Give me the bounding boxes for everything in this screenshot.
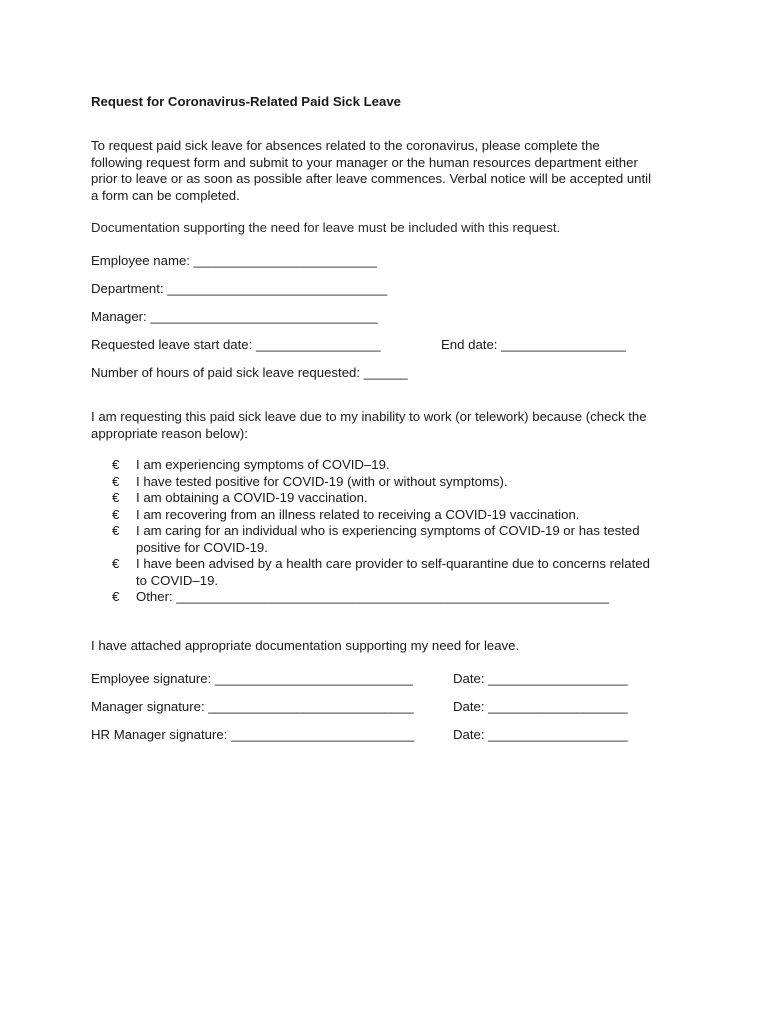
manager-signature-date: Date: ___________________ (453, 699, 628, 714)
intro-line: following request form and submit to your manager or the human resources department either (91, 154, 638, 170)
employee-name-field: Employee name: _________________________ (91, 253, 377, 268)
department-field: Department: ______________________________ (91, 281, 388, 296)
reason-text: I am obtaining a COVID-19 vaccination. (136, 490, 368, 505)
reason-text: to COVID–19. (136, 572, 219, 588)
reason-intro-paragraph (91, 409, 691, 442)
hr-manager-signature-date: Date: ___________________ (453, 727, 628, 742)
checkbox-bullet[interactable]: € (112, 473, 120, 489)
checkbox-bullet[interactable]: € (112, 506, 120, 522)
intro-paragraph (91, 138, 691, 204)
reason-text-other: Other: ___________________________________________________________ (136, 589, 610, 604)
reason-intro-line: appropriate reason below): (91, 425, 248, 441)
reason-item[interactable] (112, 507, 692, 524)
intro-line: To request paid sick leave for absences related to the coronavirus, please complete the (91, 138, 600, 153)
reason-item[interactable] (112, 474, 692, 491)
reason-item[interactable] (112, 589, 692, 606)
manager-signature-field: Manager signature: ____________________________ (91, 699, 414, 714)
reason-item[interactable] (112, 556, 692, 589)
checkbox-bullet[interactable]: € (112, 589, 120, 604)
intro-line: a form can be completed. (91, 187, 240, 203)
reason-text: I have been advised by a health care provider to self-quarantine due to concerns related (136, 556, 650, 571)
reason-text: I am caring for an individual who is experiencing symptoms of COVID-19 or has tested (136, 523, 640, 538)
start-date-field: Requested leave start date: _________________ (91, 337, 381, 352)
hr-manager-signature-field: HR Manager signature: _________________________ (91, 727, 415, 742)
reason-text: I have tested positive for COVID-19 (with or without symptoms). (136, 473, 508, 489)
reason-item[interactable] (112, 490, 692, 507)
intro-line: prior to leave or as soon as possible after leave commences. Verbal notice will be accepted until (91, 171, 652, 186)
reason-checklist (112, 457, 692, 606)
reason-item[interactable] (112, 523, 692, 556)
documentation-note: Documentation supporting the need for leave must be included with this request. (91, 220, 561, 235)
employee-signature-field: Employee signature: ___________________________ (91, 671, 413, 686)
reason-text: I am experiencing symptoms of COVID–19. (136, 457, 390, 472)
checkbox-bullet[interactable]: € (112, 457, 120, 472)
reason-text: positive for COVID-19. (136, 539, 268, 555)
manager-field: Manager: _______________________________ (91, 309, 378, 324)
reason-item[interactable] (112, 457, 692, 474)
attached-statement: I have attached appropriate documentation supporting my need for leave. (91, 638, 520, 653)
end-date-field: End date: _________________ (441, 337, 626, 352)
employee-signature-date: Date: ___________________ (453, 671, 628, 686)
checkbox-bullet[interactable]: € (112, 556, 120, 571)
page-title: Request for Coronavirus-Related Paid Sick Leave (91, 94, 402, 109)
checkbox-bullet[interactable]: € (112, 523, 120, 538)
checkbox-bullet[interactable]: € (112, 490, 120, 505)
hours-field: Number of hours of paid sick leave requested: ______ (91, 365, 408, 380)
reason-text: I am recovering from an illness related to receiving a COVID-19 vaccination. (136, 506, 580, 522)
reason-intro-line: I am requesting this paid sick leave due to my inability to work (or telework) because (check the (91, 409, 647, 424)
